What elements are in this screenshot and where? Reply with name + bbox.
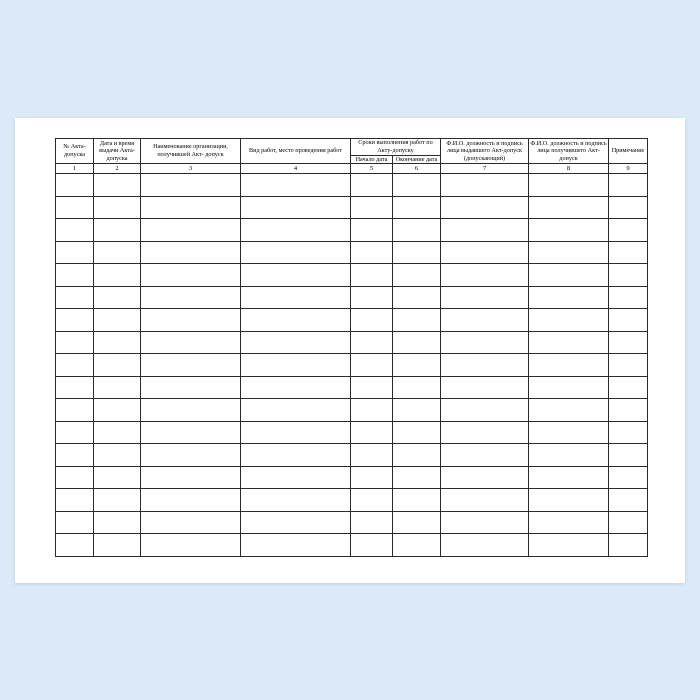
table-cell[interactable]	[56, 421, 94, 444]
table-row[interactable]	[56, 354, 648, 377]
column-number-5: 5	[351, 164, 393, 174]
table-cell[interactable]	[393, 264, 441, 287]
table-cell[interactable]	[609, 196, 648, 219]
table-cell[interactable]	[529, 511, 609, 534]
table-cell[interactable]	[241, 534, 351, 557]
table-cell[interactable]	[141, 174, 241, 197]
table-cell[interactable]	[94, 421, 141, 444]
table-cell[interactable]	[609, 376, 648, 399]
table-row[interactable]	[56, 489, 648, 512]
column-number-7: 7	[441, 164, 529, 174]
table-cell[interactable]	[351, 196, 393, 219]
table-cell[interactable]	[141, 376, 241, 399]
table-cell[interactable]	[141, 196, 241, 219]
table-row[interactable]	[56, 174, 648, 197]
header-end-date: Окончание дата	[393, 155, 441, 164]
table-cell[interactable]	[141, 331, 241, 354]
table-cell[interactable]	[351, 399, 393, 422]
table-row[interactable]	[56, 421, 648, 444]
table-cell[interactable]	[94, 264, 141, 287]
table-cell[interactable]	[94, 309, 141, 332]
header-issue-date-time: Дата и время выдачи Акта-допуска	[94, 139, 141, 164]
table-cell[interactable]	[441, 444, 529, 467]
column-number-4: 4	[241, 164, 351, 174]
table-cell[interactable]	[56, 376, 94, 399]
table-cell[interactable]	[141, 219, 241, 242]
table-cell[interactable]	[56, 309, 94, 332]
table-cell[interactable]	[529, 196, 609, 219]
table-cell[interactable]	[94, 534, 141, 557]
table-cell[interactable]	[393, 286, 441, 309]
table-cell[interactable]	[609, 286, 648, 309]
table-cell[interactable]	[94, 174, 141, 197]
table-cell[interactable]	[141, 241, 241, 264]
table-cell[interactable]	[56, 174, 94, 197]
column-number-6: 6	[393, 164, 441, 174]
table-cell[interactable]	[56, 241, 94, 264]
table-cell[interactable]	[393, 489, 441, 512]
table-cell[interactable]	[141, 466, 241, 489]
table-cell[interactable]	[393, 534, 441, 557]
table-row[interactable]	[56, 331, 648, 354]
table-cell[interactable]	[241, 174, 351, 197]
table-cell[interactable]	[141, 399, 241, 422]
table-row[interactable]	[56, 444, 648, 467]
table-cell[interactable]	[94, 376, 141, 399]
table-cell[interactable]	[609, 354, 648, 377]
table-cell[interactable]	[393, 444, 441, 467]
table-cell[interactable]	[56, 466, 94, 489]
column-number-2: 2	[94, 164, 141, 174]
table-cell[interactable]	[441, 534, 529, 557]
table-cell[interactable]	[56, 444, 94, 467]
table-cell[interactable]	[441, 309, 529, 332]
table-header	[56, 139, 648, 174]
table-cell[interactable]	[56, 534, 94, 557]
table-cell[interactable]	[94, 286, 141, 309]
table-cell[interactable]	[529, 174, 609, 197]
table-cell[interactable]	[441, 421, 529, 444]
table-cell[interactable]	[609, 309, 648, 332]
header-organization-name: Наименование организации, получившей Акт- допуск	[141, 139, 241, 164]
table-row[interactable]	[56, 534, 648, 557]
table-cell[interactable]	[351, 511, 393, 534]
table-cell[interactable]	[94, 489, 141, 512]
table-cell[interactable]	[393, 354, 441, 377]
table-cell[interactable]	[529, 264, 609, 287]
table-cell[interactable]	[529, 376, 609, 399]
table-row[interactable]	[56, 309, 648, 332]
column-number-9: 9	[609, 164, 648, 174]
table-cell[interactable]	[94, 444, 141, 467]
table-cell[interactable]	[141, 534, 241, 557]
table-cell[interactable]	[94, 466, 141, 489]
table-cell[interactable]	[441, 489, 529, 512]
table-cell[interactable]	[241, 354, 351, 377]
table-cell[interactable]	[56, 331, 94, 354]
header-receiver-person: Ф.И.О. должность и подпись лица получившего Акт-допуск	[530, 139, 607, 162]
paper-sheet	[15, 118, 685, 583]
table-cell[interactable]	[94, 511, 141, 534]
table-cell[interactable]	[94, 241, 141, 264]
table-cell[interactable]	[351, 331, 393, 354]
table-cell[interactable]	[529, 399, 609, 422]
table-cell[interactable]	[241, 399, 351, 422]
table-row[interactable]	[56, 376, 648, 399]
table-cell[interactable]	[94, 219, 141, 242]
journal-table	[55, 138, 648, 557]
table-cell[interactable]	[529, 309, 609, 332]
column-number-8: 8	[529, 164, 609, 174]
table-cell[interactable]	[241, 196, 351, 219]
table-cell[interactable]	[241, 376, 351, 399]
table-cell[interactable]	[141, 421, 241, 444]
table-cell[interactable]	[529, 286, 609, 309]
table-cell[interactable]	[609, 489, 648, 512]
table-cell[interactable]	[56, 196, 94, 219]
table-cell[interactable]	[56, 511, 94, 534]
table-cell[interactable]	[609, 399, 648, 422]
table-cell[interactable]	[609, 511, 648, 534]
table-cell[interactable]	[351, 534, 393, 557]
table-cell[interactable]	[141, 286, 241, 309]
table-row[interactable]	[56, 399, 648, 422]
table-cell[interactable]	[351, 376, 393, 399]
header-act-number: № Акта-допуска	[56, 139, 94, 164]
table-cell[interactable]	[141, 354, 241, 377]
table-cell[interactable]	[241, 309, 351, 332]
table-row[interactable]	[56, 196, 648, 219]
table-cell[interactable]	[609, 331, 648, 354]
table-cell[interactable]	[441, 241, 529, 264]
table-cell[interactable]	[529, 219, 609, 242]
table-cell[interactable]	[393, 174, 441, 197]
column-number-3: 3	[141, 164, 241, 174]
table-cell[interactable]	[529, 534, 609, 557]
table-row[interactable]	[56, 219, 648, 242]
table-cell[interactable]	[609, 174, 648, 197]
table-cell[interactable]	[141, 444, 241, 467]
table-cell[interactable]	[56, 286, 94, 309]
header-row-main	[56, 139, 648, 156]
table-cell[interactable]	[351, 219, 393, 242]
table-cell[interactable]	[351, 286, 393, 309]
table-cell[interactable]	[393, 511, 441, 534]
table-cell[interactable]	[441, 466, 529, 489]
column-number-row	[56, 164, 648, 174]
table-cell[interactable]	[351, 489, 393, 512]
table-cell[interactable]	[241, 489, 351, 512]
table-cell[interactable]	[609, 466, 648, 489]
table-row[interactable]	[56, 241, 648, 264]
table-cell[interactable]	[393, 466, 441, 489]
table-cell[interactable]	[529, 489, 609, 512]
table-cell[interactable]	[529, 466, 609, 489]
table-cell[interactable]	[94, 399, 141, 422]
header-start-date: Начало дата	[351, 155, 393, 164]
table-cell[interactable]	[94, 196, 141, 219]
table-cell[interactable]	[141, 309, 241, 332]
table-cell[interactable]	[441, 354, 529, 377]
table-cell[interactable]	[56, 264, 94, 287]
table-cell[interactable]	[393, 421, 441, 444]
table-cell[interactable]	[141, 511, 241, 534]
table-cell[interactable]	[441, 219, 529, 242]
table-cell[interactable]	[56, 354, 94, 377]
table-row[interactable]	[56, 264, 648, 287]
table-cell[interactable]	[94, 331, 141, 354]
header-work-type-place: Вид работ, место проведения работ	[241, 139, 351, 164]
table-cell[interactable]	[393, 399, 441, 422]
table-cell[interactable]	[609, 264, 648, 287]
header-note: Примечание	[609, 139, 648, 164]
table-cell[interactable]	[529, 331, 609, 354]
table-cell[interactable]	[241, 421, 351, 444]
table-cell[interactable]	[529, 444, 609, 467]
table-cell[interactable]	[441, 399, 529, 422]
table-cell[interactable]	[529, 354, 609, 377]
table-cell[interactable]	[241, 511, 351, 534]
table-cell[interactable]	[441, 376, 529, 399]
header-issuer-person: Ф.И.О. должность и подпись лица выдавшего Акт-допуск (допускающий)	[441, 139, 529, 164]
table-cell[interactable]	[609, 241, 648, 264]
table-cell[interactable]	[351, 264, 393, 287]
table-cell[interactable]	[241, 219, 351, 242]
table-cell[interactable]	[351, 466, 393, 489]
table-cell[interactable]	[351, 309, 393, 332]
table-cell[interactable]	[141, 264, 241, 287]
table-cell[interactable]	[351, 241, 393, 264]
table-cell[interactable]	[56, 219, 94, 242]
table-cell[interactable]	[241, 444, 351, 467]
table-cell[interactable]	[351, 421, 393, 444]
table-cell[interactable]	[351, 444, 393, 467]
table-cell[interactable]	[441, 331, 529, 354]
table-cell[interactable]	[351, 174, 393, 197]
table-cell[interactable]	[393, 376, 441, 399]
table-cell[interactable]	[241, 264, 351, 287]
table-row[interactable]	[56, 286, 648, 309]
table-cell[interactable]	[393, 331, 441, 354]
table-cell[interactable]	[393, 219, 441, 242]
table-body	[56, 174, 648, 557]
table-cell[interactable]	[393, 241, 441, 264]
table-cell[interactable]	[441, 511, 529, 534]
table-cell[interactable]	[351, 354, 393, 377]
table-cell[interactable]	[393, 196, 441, 219]
table-cell[interactable]	[441, 174, 529, 197]
table-row[interactable]	[56, 466, 648, 489]
table-cell[interactable]	[529, 421, 609, 444]
table-cell[interactable]	[609, 534, 648, 557]
table-cell[interactable]	[529, 241, 609, 264]
table-cell[interactable]	[441, 264, 529, 287]
column-number-1: 1	[56, 164, 94, 174]
table-cell[interactable]	[609, 421, 648, 444]
table-cell[interactable]	[609, 444, 648, 467]
header-work-period: Сроки выполнения работ по Акту-допуску	[351, 139, 441, 156]
table-cell[interactable]	[56, 489, 94, 512]
table-row[interactable]	[56, 511, 648, 534]
table-cell[interactable]	[609, 219, 648, 242]
table-cell[interactable]	[393, 309, 441, 332]
journal-table-container	[55, 138, 647, 557]
table-cell[interactable]	[241, 241, 351, 264]
table-cell[interactable]	[241, 466, 351, 489]
table-cell[interactable]	[241, 331, 351, 354]
table-cell[interactable]	[56, 399, 94, 422]
table-cell[interactable]	[441, 196, 529, 219]
table-cell[interactable]	[241, 286, 351, 309]
table-cell[interactable]	[441, 286, 529, 309]
table-cell[interactable]	[94, 354, 141, 377]
table-cell[interactable]	[141, 489, 241, 512]
